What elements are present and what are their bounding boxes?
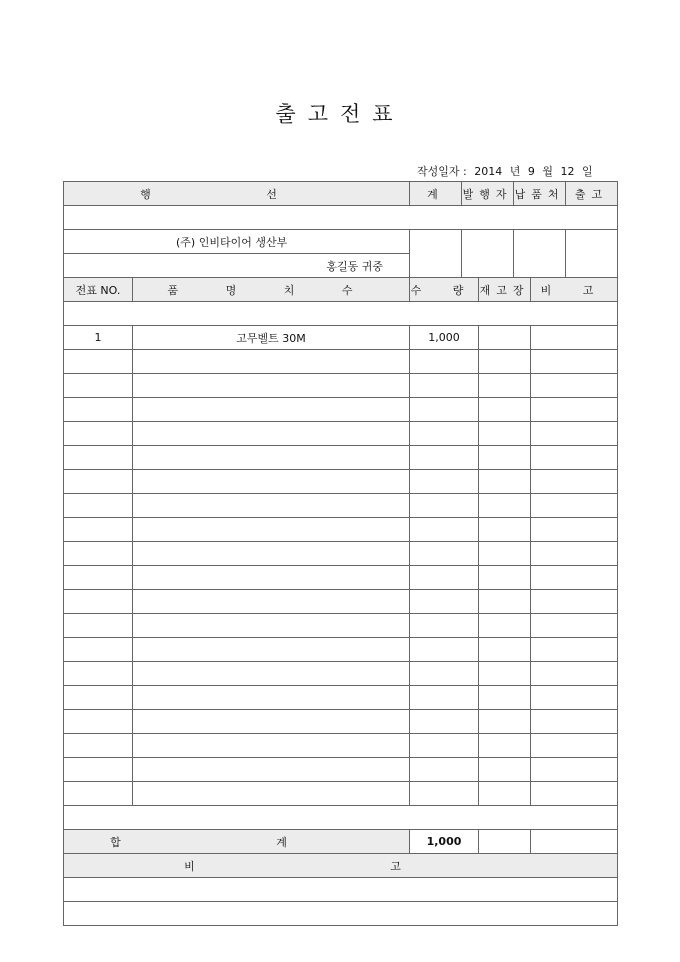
cell-no[interactable] — [64, 662, 133, 686]
date-day-unit: 일 — [582, 165, 593, 178]
cell-qty[interactable] — [410, 566, 479, 590]
cell-item[interactable] — [133, 398, 410, 422]
cell-note[interactable] — [531, 638, 618, 662]
issue-date — [417, 163, 597, 179]
cell-stock[interactable] — [479, 398, 531, 422]
approval-header-3: 납품처 — [514, 182, 566, 206]
cell-item[interactable] — [133, 518, 410, 542]
cell-note[interactable] — [531, 398, 618, 422]
cell-note[interactable] — [531, 590, 618, 614]
memo-field[interactable] — [64, 902, 618, 926]
table-row — [64, 494, 618, 518]
cell-note[interactable] — [531, 686, 618, 710]
approval-sign-4[interactable] — [566, 230, 618, 278]
col-item: 품 명 치 수 — [133, 278, 410, 302]
cell-no[interactable] — [64, 686, 133, 710]
cell-stock[interactable] — [479, 734, 531, 758]
cell-stock[interactable] — [479, 542, 531, 566]
cell-no[interactable] — [64, 614, 133, 638]
item-rows — [64, 326, 618, 806]
memo-header-row — [64, 854, 618, 878]
route-header: 행 선 — [64, 182, 410, 206]
table-row — [64, 374, 618, 398]
table-row — [64, 638, 618, 662]
memo-row — [64, 902, 618, 926]
cell-item[interactable] — [133, 350, 410, 374]
cell-no[interactable] — [64, 542, 133, 566]
cell-stock[interactable] — [479, 494, 531, 518]
cell-note[interactable] — [531, 518, 618, 542]
cell-note[interactable] — [531, 782, 618, 806]
cell-note[interactable] — [531, 326, 618, 350]
table-row — [64, 614, 618, 638]
columns-row — [64, 278, 618, 302]
cell-no[interactable] — [64, 446, 133, 470]
cell-stock[interactable] — [479, 350, 531, 374]
cell-qty[interactable] — [410, 494, 479, 518]
cell-stock[interactable] — [479, 758, 531, 782]
header-row — [64, 182, 618, 206]
total-stock — [479, 830, 531, 854]
cell-qty[interactable] — [410, 470, 479, 494]
document-title: 출고전표 — [275, 102, 405, 126]
cell-no[interactable] — [64, 518, 133, 542]
approval-header-2: 발행자 — [462, 182, 514, 206]
col-slip-no: 전표 NO. — [64, 278, 133, 302]
cell-qty[interactable] — [410, 638, 479, 662]
cell-stock[interactable] — [479, 614, 531, 638]
cell-note[interactable] — [531, 662, 618, 686]
cell-stock[interactable] — [479, 686, 531, 710]
cell-note[interactable] — [531, 350, 618, 374]
date-month-unit: 월 — [542, 165, 553, 178]
cell-stock[interactable] — [479, 566, 531, 590]
cell-item[interactable] — [133, 590, 410, 614]
cell-qty[interactable]: 1,000 — [410, 326, 479, 350]
table-row — [64, 446, 618, 470]
approval-sign-1[interactable] — [410, 230, 462, 278]
cell-item[interactable] — [133, 782, 410, 806]
total-label: 합 계 — [64, 830, 410, 854]
cell-no[interactable] — [64, 470, 133, 494]
cell-qty[interactable] — [410, 662, 479, 686]
cell-no[interactable] — [64, 782, 133, 806]
cell-item[interactable] — [133, 542, 410, 566]
table-row — [64, 350, 618, 374]
total-row — [64, 830, 618, 854]
cell-note[interactable] — [531, 566, 618, 590]
cell-no[interactable] — [64, 710, 133, 734]
cell-no[interactable] — [64, 350, 133, 374]
cell-qty[interactable] — [410, 734, 479, 758]
cell-no[interactable] — [64, 566, 133, 590]
cell-stock[interactable] — [479, 710, 531, 734]
approval-header-4: 출고 — [566, 182, 618, 206]
table-row — [64, 398, 618, 422]
table-row — [64, 326, 618, 350]
total-qty: 1,000 — [410, 830, 479, 854]
table-row — [64, 758, 618, 782]
cell-item[interactable] — [133, 758, 410, 782]
cell-qty[interactable] — [410, 374, 479, 398]
cell-note[interactable] — [531, 758, 618, 782]
cell-note[interactable] — [531, 542, 618, 566]
recipient-company: (주) 인비타이어 생산부 — [64, 230, 410, 254]
table-row — [64, 542, 618, 566]
table-row — [64, 782, 618, 806]
cell-no[interactable]: 1 — [64, 326, 133, 350]
cell-qty[interactable] — [410, 782, 479, 806]
cell-note[interactable] — [531, 734, 618, 758]
approval-sign-3[interactable] — [514, 230, 566, 278]
cell-stock[interactable] — [479, 518, 531, 542]
cell-qty[interactable] — [410, 398, 479, 422]
cell-item[interactable] — [133, 686, 410, 710]
cell-qty[interactable] — [410, 758, 479, 782]
cell-qty[interactable] — [410, 350, 479, 374]
table-row — [64, 590, 618, 614]
cell-stock[interactable] — [479, 422, 531, 446]
cell-no[interactable] — [64, 638, 133, 662]
cell-note[interactable] — [531, 710, 618, 734]
cell-qty[interactable] — [410, 446, 479, 470]
cell-qty[interactable] — [410, 710, 479, 734]
cell-item[interactable] — [133, 662, 410, 686]
table-row — [64, 566, 618, 590]
total-note — [531, 830, 618, 854]
date-month: 9 — [527, 165, 535, 178]
table-row — [64, 662, 618, 686]
approval-header-1: 계 — [410, 182, 462, 206]
table-row — [64, 734, 618, 758]
cell-item[interactable] — [133, 638, 410, 662]
recipient-person: 홍길동 귀중 — [64, 254, 410, 278]
cell-no[interactable] — [64, 758, 133, 782]
cell-stock[interactable] — [479, 638, 531, 662]
cell-item[interactable] — [133, 494, 410, 518]
cell-note[interactable] — [531, 470, 618, 494]
table-row — [64, 470, 618, 494]
date-day: 12 — [560, 165, 575, 178]
col-qty: 수 량 — [410, 278, 479, 302]
cell-item[interactable] — [133, 734, 410, 758]
cell-qty[interactable] — [410, 590, 479, 614]
cell-item[interactable] — [133, 710, 410, 734]
memo-label: 비 고 — [64, 854, 618, 878]
cell-item[interactable] — [133, 566, 410, 590]
date-label: 작성일자 : — [417, 165, 467, 178]
cell-item[interactable] — [133, 422, 410, 446]
date-year-unit: 년 — [509, 165, 521, 178]
cell-note[interactable] — [531, 374, 618, 398]
cell-item[interactable] — [133, 446, 410, 470]
cell-qty[interactable] — [410, 614, 479, 638]
cell-note[interactable] — [531, 422, 618, 446]
table-row — [64, 518, 618, 542]
approval-sign-2[interactable] — [462, 230, 514, 278]
cell-no[interactable] — [64, 398, 133, 422]
cell-stock[interactable] — [479, 326, 531, 350]
cell-item[interactable] — [133, 374, 410, 398]
cell-no[interactable] — [64, 494, 133, 518]
cell-stock[interactable] — [479, 446, 531, 470]
cell-qty[interactable] — [410, 686, 479, 710]
cell-item[interactable]: 고무벨트 30M — [133, 326, 410, 350]
table-row — [64, 686, 618, 710]
date-year: 2014 — [474, 165, 503, 178]
cell-stock[interactable] — [479, 470, 531, 494]
cell-item[interactable] — [133, 614, 410, 638]
cell-stock[interactable] — [479, 662, 531, 686]
cell-no[interactable] — [64, 734, 133, 758]
cell-no[interactable] — [64, 422, 133, 446]
cell-no[interactable] — [64, 590, 133, 614]
cell-note[interactable] — [531, 446, 618, 470]
cell-note[interactable] — [531, 614, 618, 638]
cell-qty[interactable] — [410, 542, 479, 566]
cell-no[interactable] — [64, 374, 133, 398]
table-row — [64, 422, 618, 446]
cell-stock[interactable] — [479, 782, 531, 806]
cell-stock[interactable] — [479, 374, 531, 398]
col-stock: 재고장 — [479, 278, 531, 302]
cell-note[interactable] — [531, 494, 618, 518]
cell-stock[interactable] — [479, 590, 531, 614]
table-row — [64, 710, 618, 734]
cell-qty[interactable] — [410, 422, 479, 446]
col-note: 비 고 — [531, 278, 618, 302]
cell-item[interactable] — [133, 470, 410, 494]
release-slip-table — [63, 181, 618, 926]
recipient-row — [64, 230, 618, 254]
cell-qty[interactable] — [410, 518, 479, 542]
